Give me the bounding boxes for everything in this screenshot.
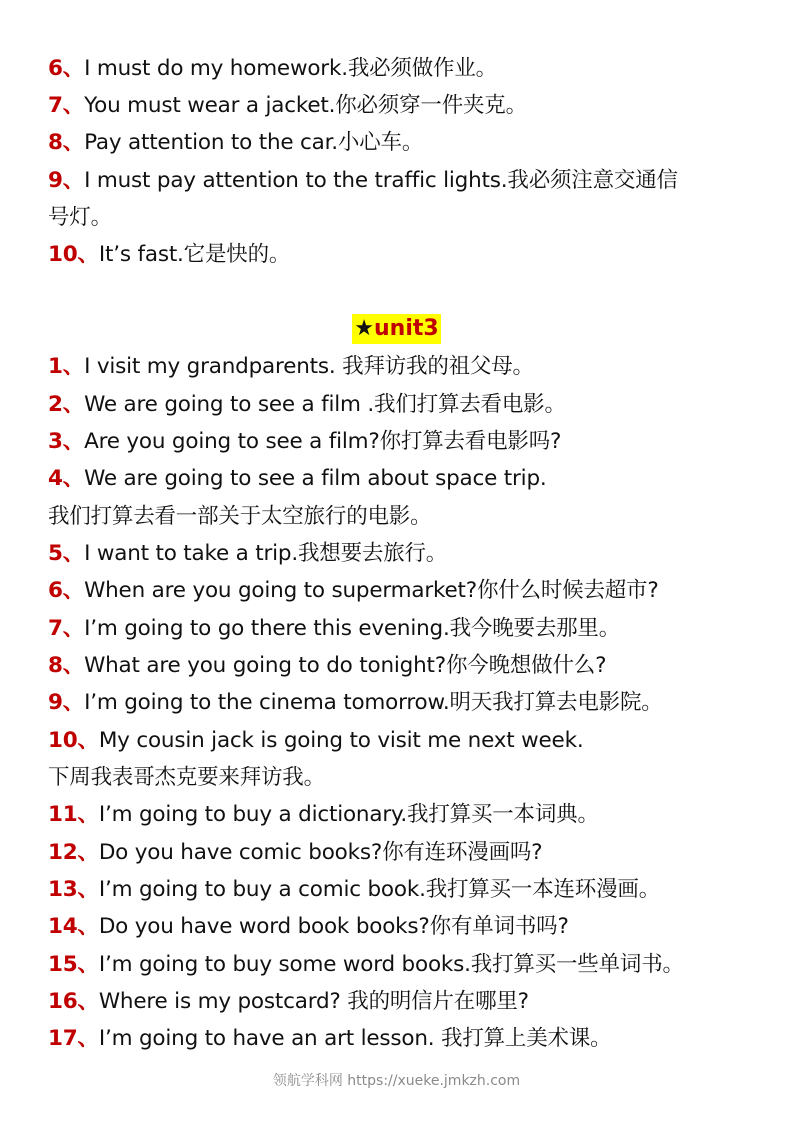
item-number: 10、	[48, 242, 99, 267]
sentence-line	[48, 688, 768, 718]
sentence-continuation: 我们打算去看一部关于太空旅行的电影。	[48, 504, 432, 529]
unit-title: unit3	[374, 316, 439, 341]
item-number: 6、	[48, 578, 85, 603]
item-text: I’m going to have an art lesson. 我打算上美术课。	[98, 1026, 612, 1051]
item-text: I must pay attention to the traffic lights.我必须注意交通信	[84, 168, 678, 193]
item-number: 4、	[48, 466, 85, 491]
sentence-line	[48, 166, 768, 196]
sentence-line	[48, 576, 768, 606]
item-number: 6、	[48, 56, 85, 81]
sentence-line	[48, 464, 768, 494]
star-icon: ★	[354, 316, 375, 341]
item-number: 11、	[48, 802, 99, 827]
sentence-continuation: 下周我表哥杰克要来拜访我。	[48, 765, 325, 790]
sentence-line	[48, 838, 768, 868]
sentence-line	[48, 539, 768, 569]
item-text: I visit my grandparents. 我拜访我的祖父母。	[84, 354, 534, 379]
sentence-line	[48, 427, 768, 457]
item-text: What are you going to do tonight?你今晚想做什么?	[84, 653, 607, 678]
item-text: I’m going to go there this evening.我今晚要去那里。	[84, 616, 621, 641]
sentence-line	[48, 390, 768, 420]
unit-heading-container	[0, 314, 793, 344]
item-number: 8、	[48, 130, 85, 155]
item-text: You must wear a jacket.你必须穿一件夹克。	[84, 93, 527, 118]
footer-watermark: 领航学科网 https://xueke.jmkzh.com	[272, 1073, 521, 1089]
item-text: I’m going to buy a dictionary.我打算买一本词典。	[98, 802, 599, 827]
sentence-line	[48, 987, 768, 1017]
item-text: Where is my postcard? 我的明信片在哪里?	[98, 989, 529, 1014]
sentence-line	[48, 651, 768, 681]
item-text: We are going to see a film about space trip.	[84, 466, 547, 491]
item-text: Pay attention to the car.小心车。	[84, 130, 424, 155]
item-text: I’m going to the cinema tomorrow.明天我打算去电影院。	[84, 690, 663, 715]
item-number: 12、	[48, 840, 99, 865]
item-number: 2、	[48, 392, 85, 417]
sentence-line	[48, 875, 768, 905]
sentence-line	[48, 614, 768, 644]
sentence-line	[48, 352, 768, 382]
item-number: 9、	[48, 690, 85, 715]
item-text: My cousin jack is going to visit me next week.	[98, 728, 584, 753]
item-text: When are you going to supermarket?你什么时候去超市?	[84, 578, 659, 603]
item-number: 13、	[48, 877, 99, 902]
sentence-line	[48, 91, 768, 121]
sentence-line	[48, 726, 768, 756]
sentence-line	[48, 950, 768, 980]
item-number: 16、	[48, 989, 99, 1014]
item-text: I’m going to buy a comic book.我打算买一本连环漫画。	[98, 877, 661, 902]
sentence-line	[48, 240, 768, 270]
item-number: 7、	[48, 93, 85, 118]
unit-heading	[352, 314, 440, 344]
item-text: I’m going to buy some word books.我打算买一些单词书。	[98, 952, 684, 977]
item-text: It’s fast.它是快的。	[98, 242, 291, 267]
item-text: We are going to see a film .我们打算去看电影。	[84, 392, 566, 417]
item-text: Do you have word book books?你有单词书吗?	[98, 914, 569, 939]
sentence-line	[48, 912, 768, 942]
sentence-line	[48, 800, 768, 830]
sentence-line	[48, 128, 768, 158]
sentence-continuation: 号灯。	[48, 205, 112, 230]
item-number: 8、	[48, 653, 85, 678]
item-number: 10、	[48, 728, 99, 753]
item-text: I want to take a trip.我想要去旅行。	[84, 541, 448, 566]
item-number: 14、	[48, 914, 99, 939]
item-text: I must do my homework.我必须做作业。	[84, 56, 497, 81]
item-number: 9、	[48, 168, 85, 193]
item-number: 15、	[48, 952, 99, 977]
item-number: 17、	[48, 1026, 99, 1051]
item-text: Are you going to see a film?你打算去看电影吗?	[84, 429, 562, 454]
item-number: 1、	[48, 354, 85, 379]
sentence-line	[48, 1024, 768, 1054]
sentence-line	[48, 54, 768, 84]
item-number: 7、	[48, 616, 85, 641]
item-number: 3、	[48, 429, 85, 454]
item-text: Do you have comic books?你有连环漫画吗?	[98, 840, 543, 865]
item-number: 5、	[48, 541, 85, 566]
